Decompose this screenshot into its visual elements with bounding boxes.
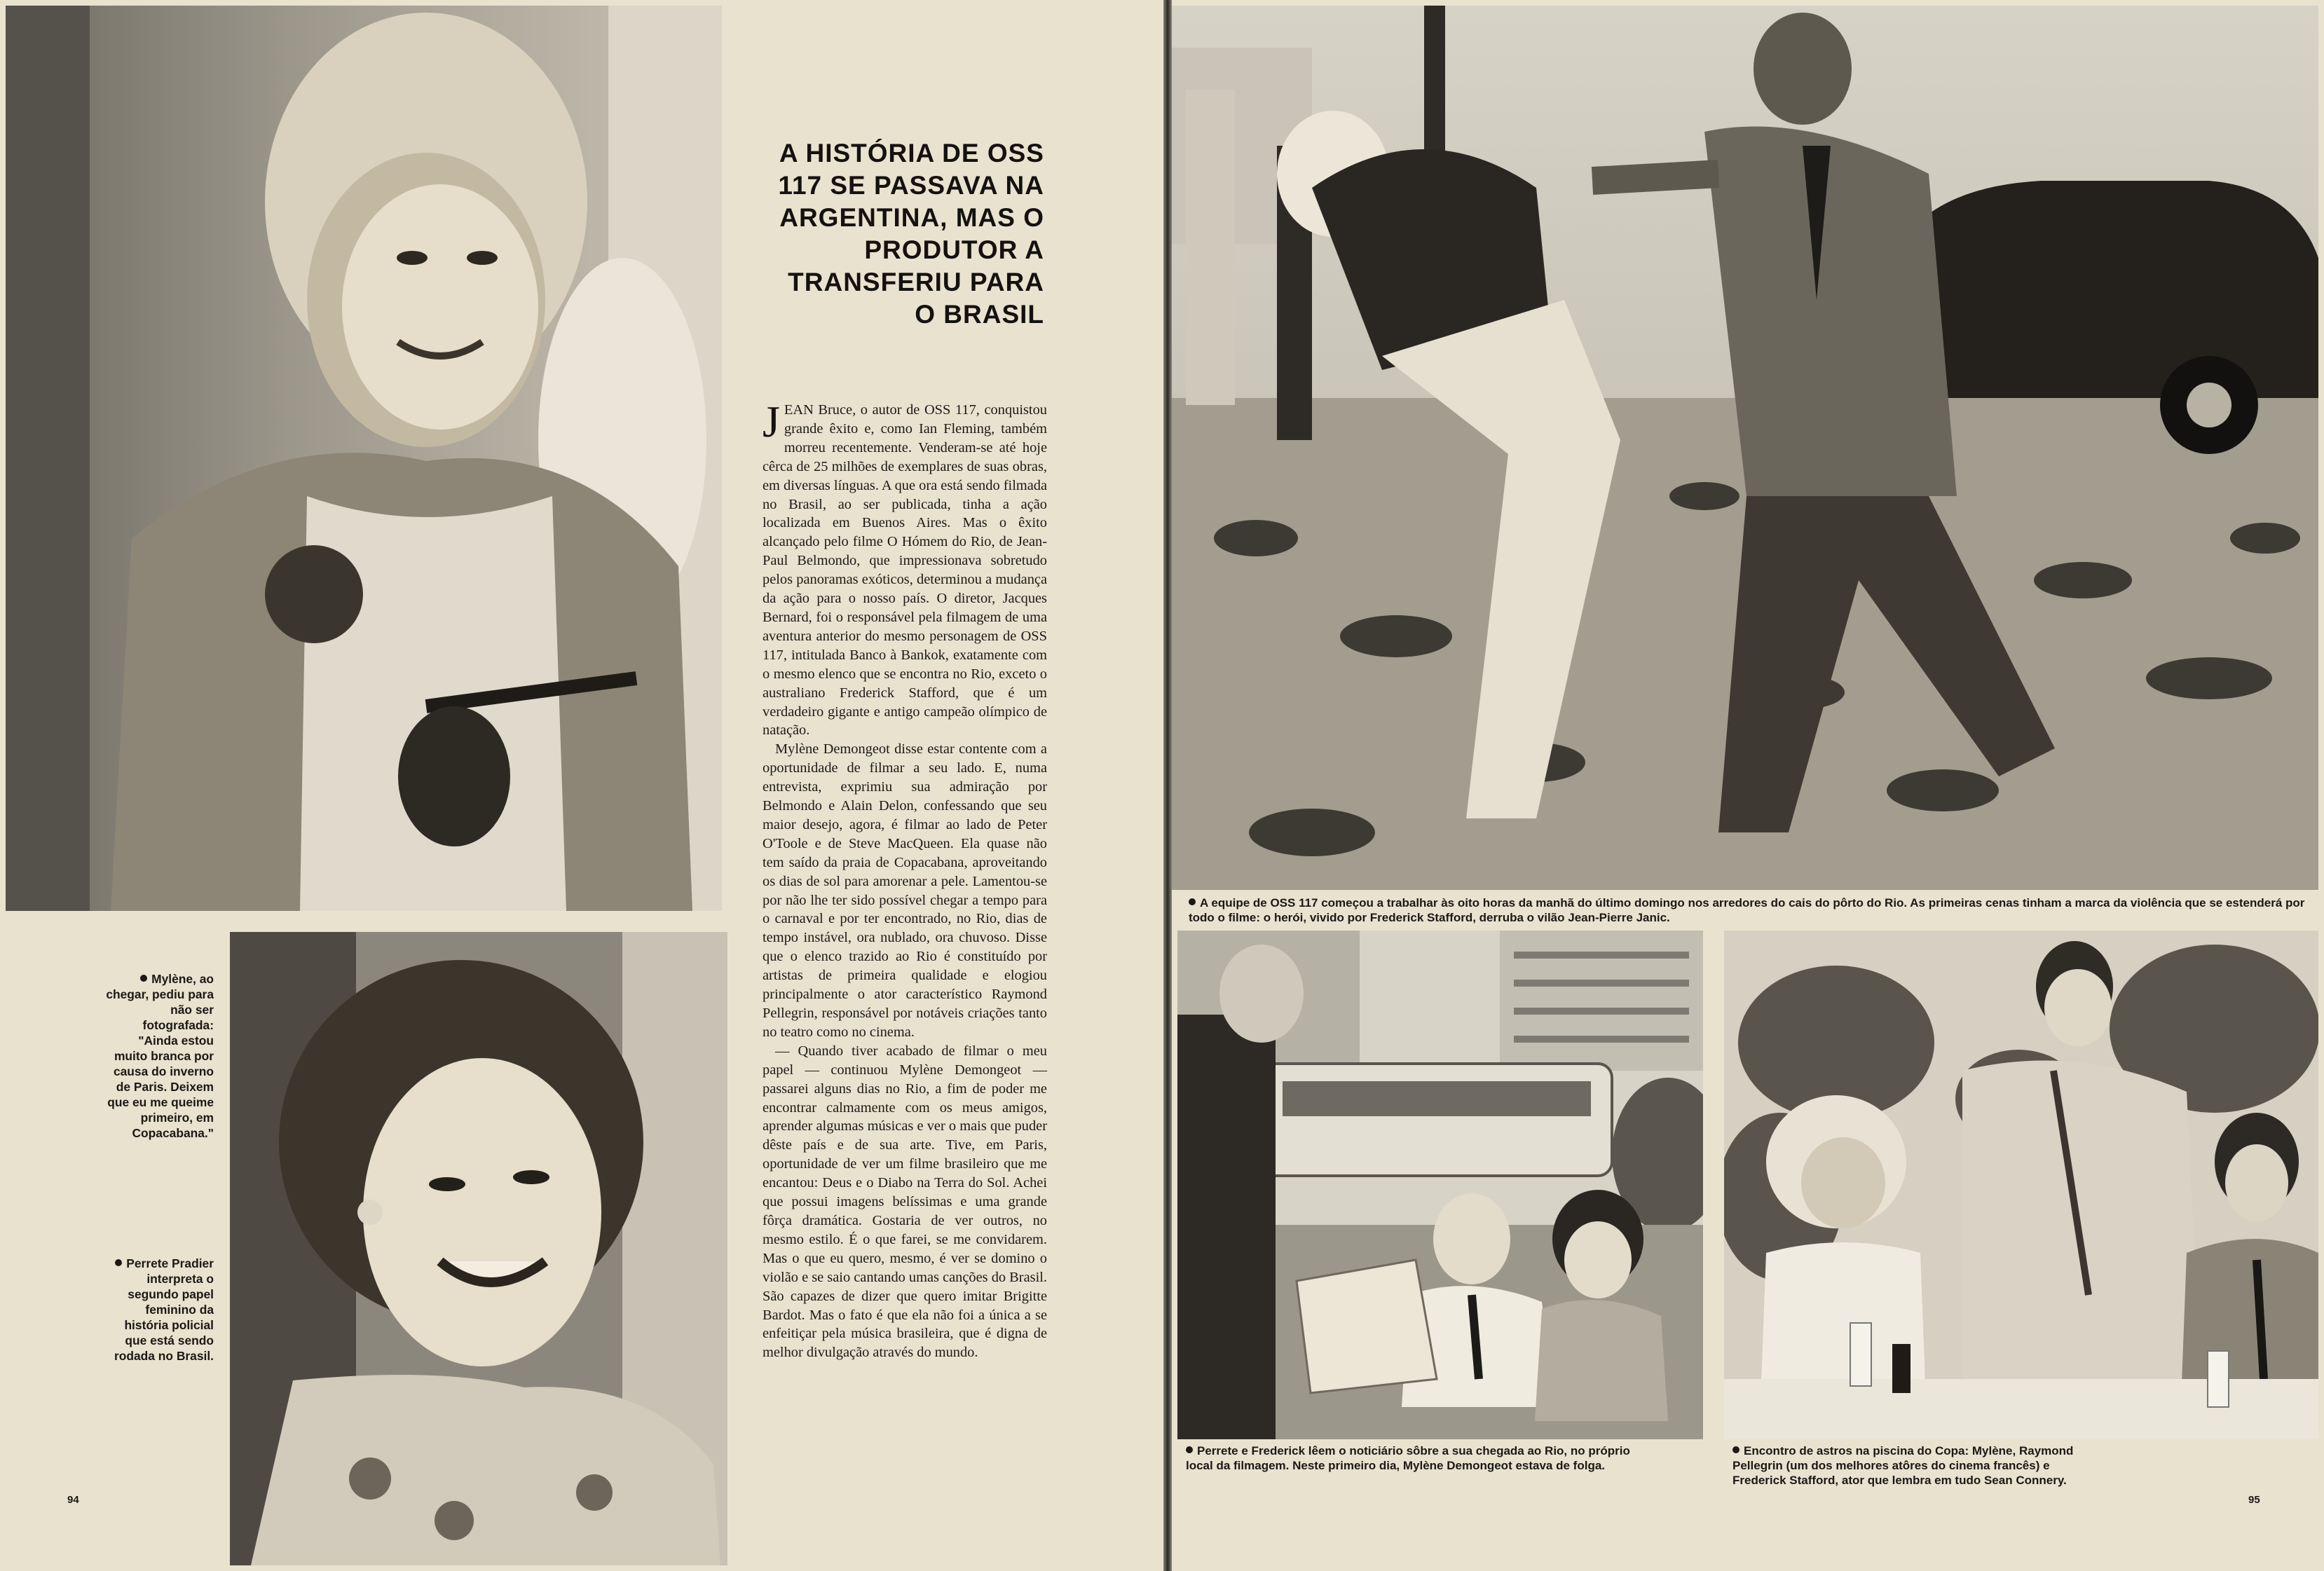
caption-pool-photo: Encontro de astros na piscina do Copa: Mylène, Raymond Pellegrin (um dos melhores atôres do cinema francês) e Frederick Stafford, ator que lembra em tudo Sean Connery. [1732, 1444, 2074, 1487]
bullet-icon [1189, 898, 1196, 905]
photo-perrete-pradier [230, 932, 727, 1565]
headline-line: 117 SE PASSAVA NA [778, 171, 1044, 200]
caption-perrete: Perrete Pradier interpreta o segundo papel feminino da história policial que está sendo rodada no Brasil. [114, 1256, 214, 1363]
right-page [1172, 0, 2324, 1571]
photo-newspaper-reading [1177, 931, 1703, 1439]
photo-mylene-demongeot [6, 6, 722, 911]
article-paragraph: — Quando tiver acabado de filmar o meu papel — continuou Mylène Demongeot — passarei alguns dias no Rio, a fim de poder me encontrar calmamente com os meus amigos, aprender algumas músicas e ver o mais que puder dêste país e de sua arte. Tive, em Paris, oportunidade de ver um filme brasileiro que me encantou: Deus e o Diabo na Terra do Sol. Achei que possui imagens belíssimas e uma grande fôrça dramática. Gostaria de ver outros, no mesmo estilo. É o que farei, se me convidarem. Mas o que eu quero, mesmo, é ver se domino o violão e se saio cantando umas canções do Brasil. São capazes de dizer que quero imitar Brigitte Bardot. Mas o fato é que ela não foi a única a se enfeitiçar pela música brasileira, que é digna de melhor divulgação através do mundo. [763, 1043, 1047, 1361]
caption-main-photo: A equipe de OSS 117 começou a trabalhar às oito horas da manhã do último domingo nos arredores do cais do pôrto do Rio. As primeiras cenas tinham a marca da violência que se estenderá por todo o filme: o herói, vivido por Frederick Stafford, derruba o vilão Jean-Pierre Janic. [1189, 896, 2305, 924]
bullet-icon [1732, 1446, 1739, 1453]
article-headline [771, 137, 1044, 331]
photo-mylene-image [6, 6, 722, 911]
photo-pool-meeting [1724, 931, 2318, 1439]
photo-newspaper-image [1177, 931, 1703, 1439]
bullet-icon [115, 1259, 122, 1266]
headline-line: PRODUTOR A [864, 235, 1044, 264]
article-paragraph: JEAN Bruce, o autor de OSS 117, conquistou grande êxito e, como Ian Fleming, também morreu recentemente. Venderam-se até hoje cêrca de 25 milhões de exemplares de suas obras, em diversas línguas. A que ora está sendo filmada no Brasil, ao ser publicada, tinha a ação localizada em Buenos Aires. Mas o êxito alcançado pelo filme O Hómem do Rio, de Jean-Paul Belmondo, que impressionava sobretudo pelos panoramas exóticos, determinou a mudança da ação para o nosso país. O diretor, Jacques Bernard, foi o responsável pela filmagem de uma aventura anterior do mesmo personagem de OSS 117, intitulada Banco à Bankok, exatamente com o mesmo elenco que se encontra no Rio, exceto o australiano Frederick Stafford, que é um verdadeiro gigante e antigo campeão olímpico de natação. [763, 397, 1048, 739]
article-body [763, 397, 1048, 1362]
headline-line: O BRASIL [915, 300, 1044, 329]
bullet-icon [1186, 1446, 1193, 1453]
photo-fight-image [1172, 6, 2318, 890]
article-paragraph: Mylène Demongeot disse estar contente com a oportunidade de filmar a seu lado. E, numa entrevista, exprimiu sua admiração por Belmondo e Alain Delon, confessando que seu maior desejo, agora, é filmar ao lado de Peter O'Toole e de Steve MacQueen. Ela quase não tem saído da praia de Copacabana, aproveitando os dias de sol para amorenar a pele. Lamentou-se por não lhe ter sido possível chegar a tempo para o carnaval e por ter encontrado, no Rio, dias de tempo instável, ora nublado, ora chuvoso. Disse que o elenco trazido ao Rio é constituído por artistas de primeira qualidade e elogiou principalmente o ator característico Raymond Pellegrin, responsável por notáveis criações tanto no teatro como no cinema. [763, 741, 1047, 1040]
headline-line: A HISTÓRIA DE OSS [779, 139, 1044, 167]
headline-line: TRANSFERIU PARA [788, 268, 1044, 296]
bullet-icon [140, 975, 147, 982]
page-number-right: 95 [2248, 1494, 2260, 1506]
photo-perrete-image [230, 932, 727, 1565]
page-number-left: 94 [67, 1494, 79, 1506]
dropcap: J [763, 397, 780, 446]
photo-fight-scene [1172, 6, 2318, 890]
caption-mylene: Mylène, ao chegar, pediu para não ser fotografada: "Ainda estou muito branca por causa do inverno de Paris. Deixem que eu me queime primeiro, em Copacabana." [106, 972, 214, 1140]
spine-gutter [1163, 0, 1172, 1571]
headline-line: ARGENTINA, MAS O [779, 203, 1044, 232]
photo-pool-image [1724, 931, 2318, 1439]
caption-newspaper-photo: Perrete e Frederick lêem o noticiário sôbre a sua chegada ao Rio, no próprio local da filmagem. Neste primeiro dia, Mylène Demongeot estava de folga. [1186, 1444, 1630, 1472]
